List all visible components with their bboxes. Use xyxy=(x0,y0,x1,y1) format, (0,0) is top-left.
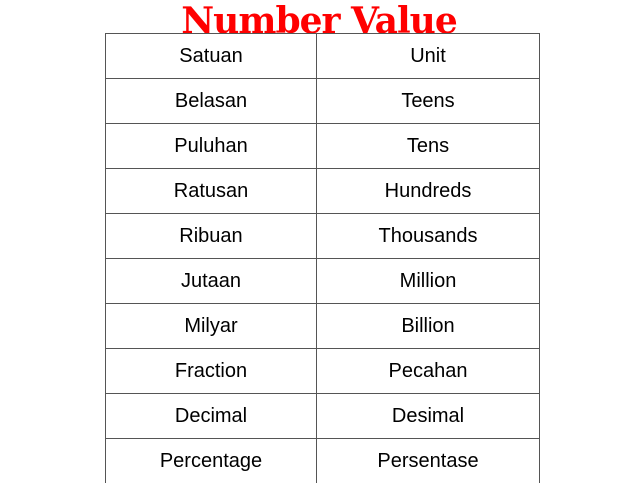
term-cell: Belasan xyxy=(106,79,317,124)
vocabulary-table xyxy=(105,33,540,483)
translation-cell: Tens xyxy=(317,124,540,169)
table-row xyxy=(106,304,540,349)
term-cell: Puluhan xyxy=(106,124,317,169)
translation-cell: Persentase xyxy=(317,439,540,483)
table-row xyxy=(106,349,540,394)
table-row xyxy=(106,124,540,169)
table-row xyxy=(106,169,540,214)
term-cell: Milyar xyxy=(106,304,317,349)
term-cell: Percentage xyxy=(106,439,317,483)
term-cell: Decimal xyxy=(106,394,317,439)
translation-cell: Pecahan xyxy=(317,349,540,394)
table-row xyxy=(106,259,540,304)
table-row xyxy=(106,214,540,259)
translation-cell: Desimal xyxy=(317,394,540,439)
term-cell: Satuan xyxy=(106,34,317,79)
term-cell: Fraction xyxy=(106,349,317,394)
translation-cell: Unit xyxy=(317,34,540,79)
translation-cell: Billion xyxy=(317,304,540,349)
translation-cell: Hundreds xyxy=(317,169,540,214)
table-row xyxy=(106,394,540,439)
translation-cell: Thousands xyxy=(317,214,540,259)
table-row xyxy=(106,34,540,79)
table-row xyxy=(106,79,540,124)
table-row xyxy=(106,439,540,483)
term-cell: Ribuan xyxy=(106,214,317,259)
term-cell: Jutaan xyxy=(106,259,317,304)
translation-cell: Million xyxy=(317,259,540,304)
page-title: Number Value xyxy=(0,2,638,38)
term-cell: Ratusan xyxy=(106,169,317,214)
translation-cell: Teens xyxy=(317,79,540,124)
